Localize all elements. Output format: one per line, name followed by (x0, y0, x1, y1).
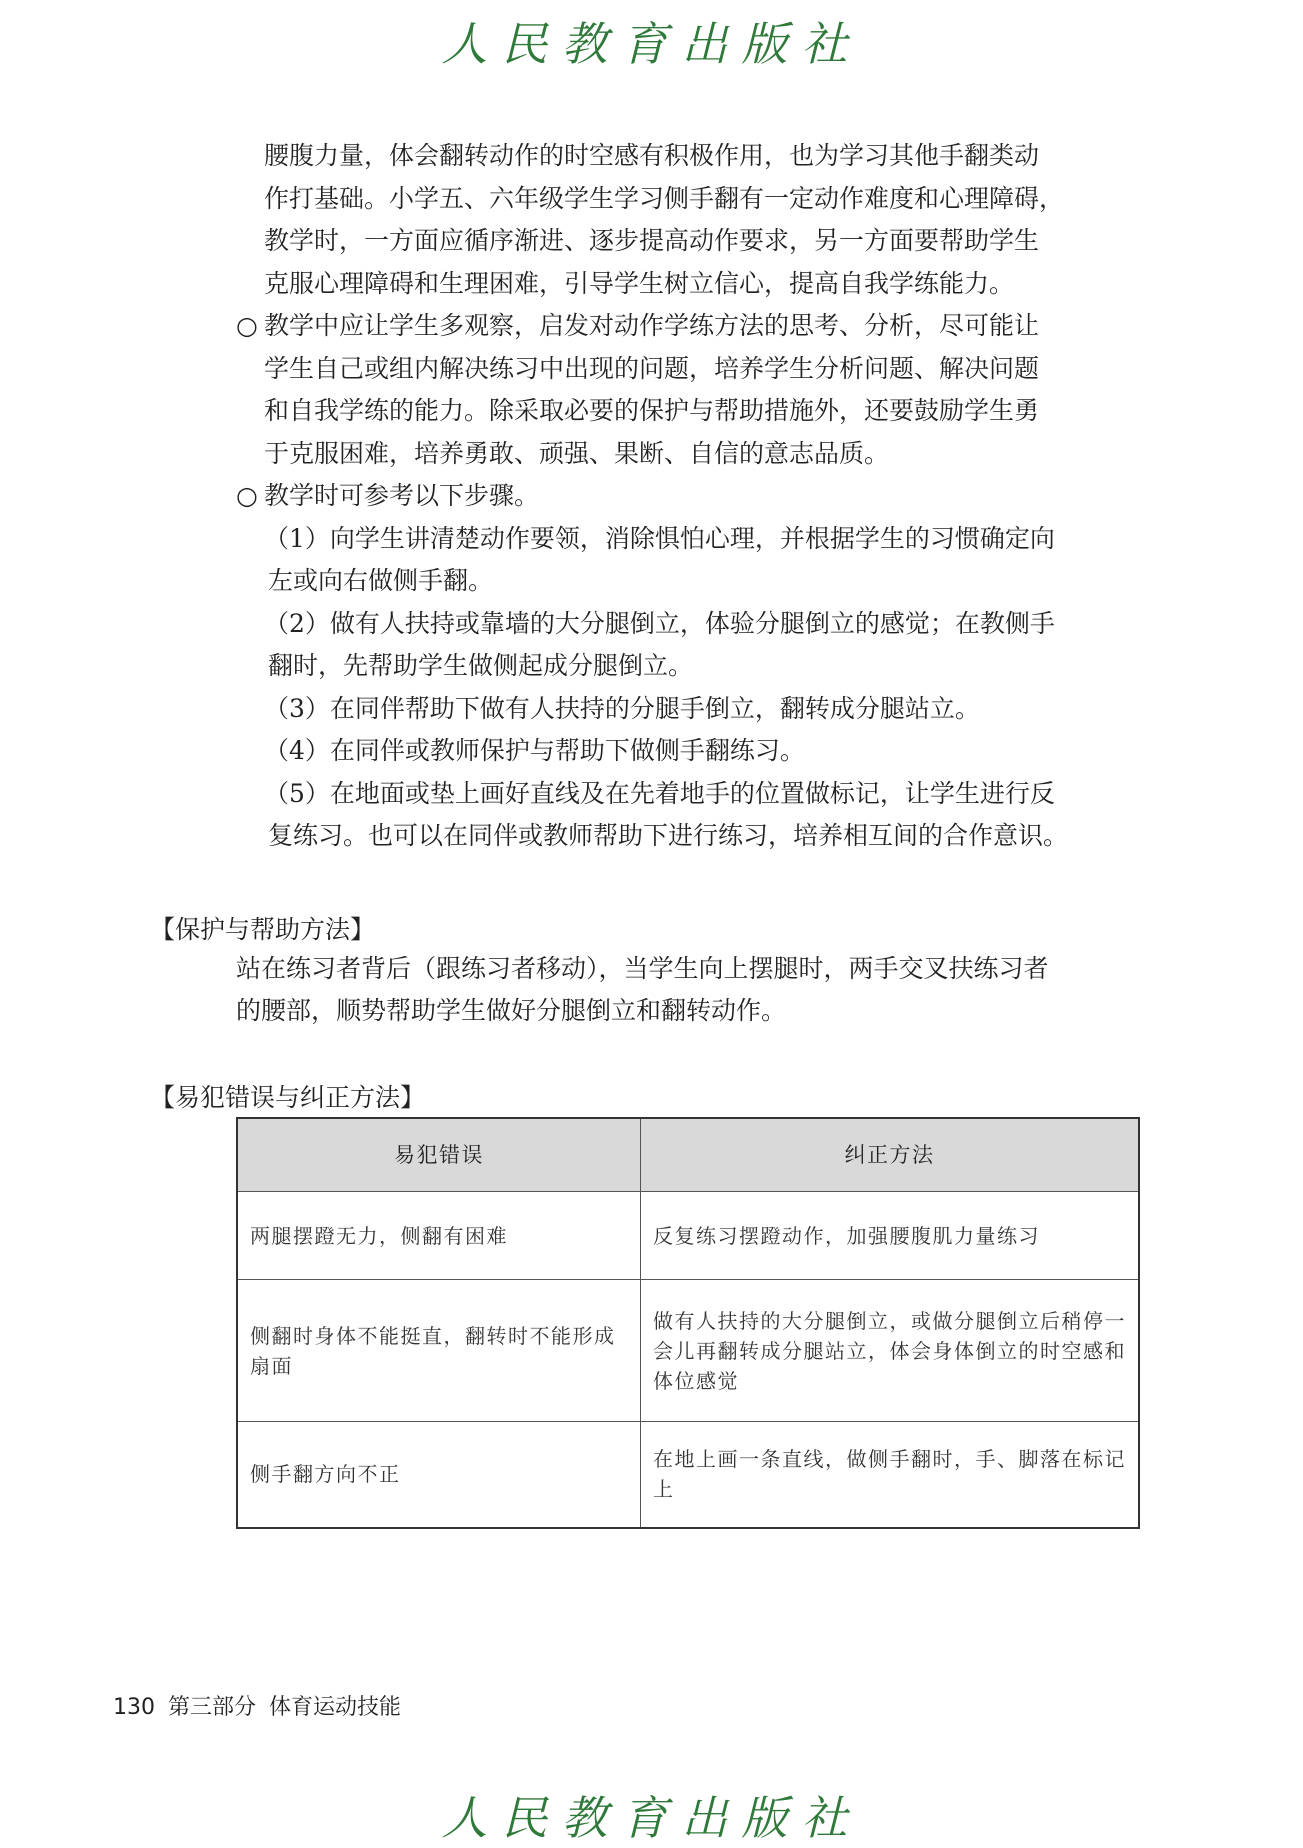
section-label: 体育运动技能 (269, 1695, 402, 1720)
bullet-item (236, 305, 1144, 348)
page-number: 130 (113, 1695, 155, 1720)
step-item (236, 730, 1144, 773)
error-cell: 两腿摆蹬无力，侧翻有困难 (237, 1192, 641, 1280)
header-error: 易犯错误 (237, 1118, 641, 1192)
step-line: （1）向学生讲清楚动作要领，消除惧怕心理，并根据学生的习惯确定向 (264, 523, 1055, 553)
error-cell: 侧翻时身体不能挺直，翻转时不能形成扇面 (237, 1280, 641, 1422)
bullet-line: 教学中应让学生多观察，启发对动作学练方法的思考、分析，尽可能让 (264, 311, 1040, 340)
paragraph-line: 克服心理障碍和生理困难，引导学生树立信心，提高自我学练能力。 (264, 268, 1015, 298)
table-row (237, 1422, 1139, 1528)
protection-line: 的腰部，顺势帮助学生做好分腿倒立和翻转动作。 (236, 996, 787, 1025)
step-line: （5）在地面或垫上画好直线及在先着地手的位置做标记，让学生进行反 (264, 778, 1055, 808)
paragraph-line: 学生自己或组内解决练习中出现的问题，培养学生分析问题、解决问题 (264, 353, 1040, 383)
table-row (237, 1192, 1139, 1280)
paragraph-line: 作打基础。小学五、六年级学生学习侧手翻有一定动作难度和心理障碍， (264, 183, 1065, 213)
step-line: （3）在同伴帮助下做有人扶持的分腿手倒立，翻转成分腿站立。 (264, 693, 980, 723)
paragraph-line: 腰腹力量，体会翻转动作的时空感有积极作用，也为学习其他手翻类动 (264, 141, 1040, 170)
step-item (236, 518, 1144, 603)
step-line: 复练习。也可以在同伴或教师帮助下进行练习，培养相互间的合作意识。 (268, 821, 1069, 850)
step-line: 翻时，先帮助学生做侧起成分腿倒立。 (268, 651, 694, 680)
table-header-row (237, 1118, 1139, 1192)
page-footer (113, 1690, 401, 1721)
step-item (236, 603, 1144, 688)
body-text (236, 135, 1144, 858)
step-line: 左或向右做侧手翻。 (268, 566, 494, 595)
step-item (236, 773, 1144, 858)
step-item (236, 688, 1144, 731)
correction-cell: 在地上画一条直线，做侧手翻时，手、脚落在标记上 (641, 1422, 1140, 1528)
step-line: （4）在同伴或教师保护与帮助下做侧手翻练习。 (264, 736, 805, 765)
bullet-line: 教学时可参考以下步骤。 (264, 481, 540, 510)
protection-title: 【保护与帮助方法】 (150, 915, 376, 944)
error-cell: 侧手翻方向不正 (237, 1422, 641, 1528)
correction-cell: 做有人扶持的大分腿倒立，或做分腿倒立后稍停一会儿再翻转成分腿站立，体会身体倒立的时空感和体位感觉 (641, 1280, 1140, 1422)
errors-table (236, 1117, 1140, 1529)
bullet-item (236, 475, 1144, 518)
circle-bullet-icon: ○ (236, 311, 258, 340)
paragraph-line: 和自我学练的能力。除采取必要的保护与帮助措施外，还要鼓励学生勇 (264, 396, 1040, 425)
paragraph-line: 于克服困难，培养勇敢、顽强、果断、自信的意志品质。 (264, 438, 890, 468)
protection-text (236, 948, 1144, 1032)
part-label: 第三部分 (168, 1695, 257, 1720)
errors-title: 【易犯错误与纠正方法】 (150, 1083, 426, 1112)
correction-cell: 反复练习摆蹬动作，加强腰腹肌力量练习 (641, 1192, 1140, 1280)
publisher-logo-bottom: 人民教育出版社 (441, 1791, 862, 1845)
paragraph-line: 教学时，一方面应循序渐进、逐步提高动作要求，另一方面要帮助学生 (264, 226, 1040, 255)
header-correction: 纠正方法 (641, 1118, 1140, 1192)
step-line: （2）做有人扶持或靠墙的大分腿倒立，体验分腿倒立的感觉；在教侧手 (264, 608, 1055, 638)
publisher-logo-top: 人民教育出版社 (441, 17, 862, 71)
circle-bullet-icon: ○ (236, 481, 258, 510)
table-row (237, 1280, 1139, 1422)
protection-line: 站在练习者背后（跟练习者移动），当学生向上摆腿时，两手交叉扶练习者 (236, 954, 1049, 983)
